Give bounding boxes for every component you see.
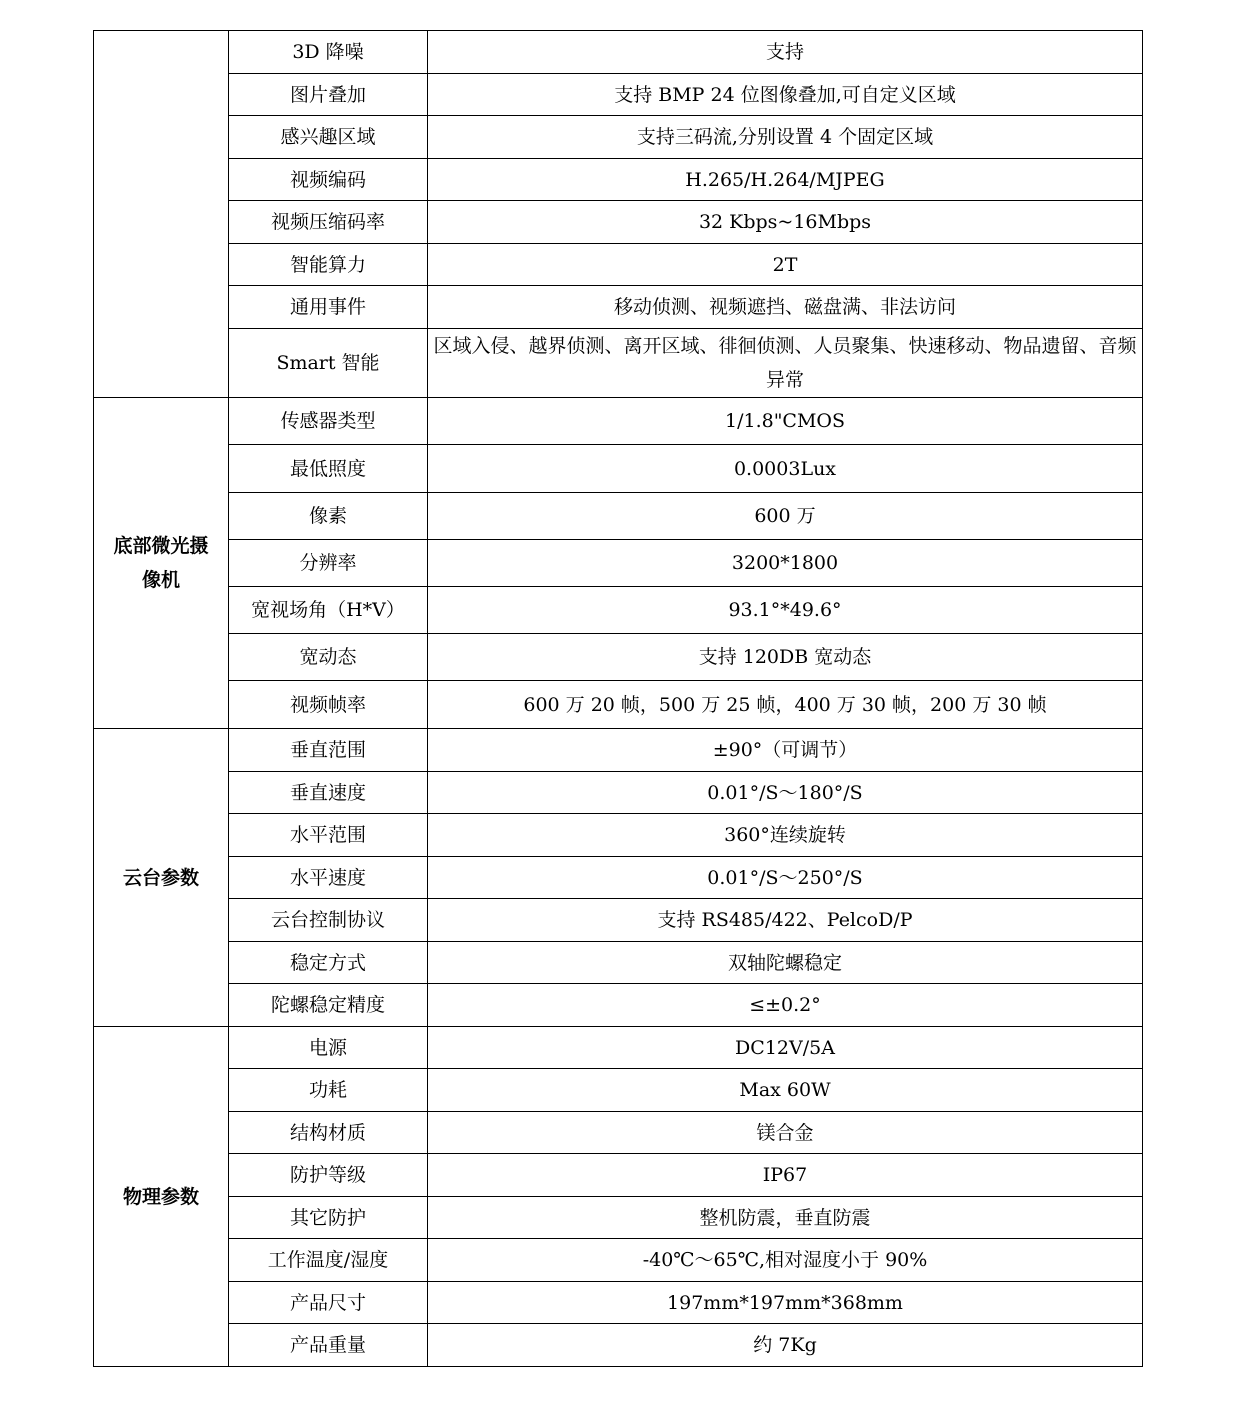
param-value-cell: 整机防震，垂直防震: [428, 1197, 1143, 1239]
table-row: [94, 445, 1143, 493]
param-name-cell: 水平范围: [229, 814, 428, 857]
table-row: [94, 31, 1143, 74]
param-value-cell: ≤±0.2°: [428, 984, 1143, 1027]
table-row: [94, 1069, 1143, 1112]
table-row: [94, 244, 1143, 286]
param-value-cell: H.265/H.264/MJPEG: [428, 159, 1143, 201]
param-name-cell: 产品重量: [229, 1324, 428, 1367]
table-row: [94, 587, 1143, 634]
table-row: [94, 1197, 1143, 1239]
param-name-cell: 感兴趣区域: [229, 116, 428, 159]
param-name-cell: 通用事件: [229, 286, 428, 329]
param-name-cell: 云台控制协议: [229, 899, 428, 942]
param-value-cell: 0.0003Lux: [428, 445, 1143, 493]
table-row: [94, 286, 1143, 329]
table-row: [94, 1324, 1143, 1367]
param-name-cell: 陀螺稳定精度: [229, 984, 428, 1027]
table-row: [94, 540, 1143, 587]
table-row: [94, 329, 1143, 398]
param-name-cell: 图片叠加: [229, 74, 428, 116]
table-row: [94, 681, 1143, 729]
param-name-cell: 结构材质: [229, 1112, 428, 1154]
param-name-cell: 工作温度/湿度: [229, 1239, 428, 1282]
param-name-cell: 电源: [229, 1027, 428, 1069]
param-name-cell: 视频压缩码率: [229, 201, 428, 244]
table-row: [94, 814, 1143, 857]
param-name-cell: 分辨率: [229, 540, 428, 587]
group-label: [94, 31, 229, 398]
param-value-cell: 双轴陀螺稳定: [428, 942, 1143, 984]
spec-table-body: [94, 31, 1143, 1367]
param-value-cell: 支持三码流,分别设置 4 个固定区域: [428, 116, 1143, 159]
param-name-cell: 垂直速度: [229, 772, 428, 814]
param-value-cell: Max 60W: [428, 1069, 1143, 1112]
spec-table: [93, 30, 1143, 1367]
param-value-cell: 支持: [428, 31, 1143, 74]
param-name-cell: 像素: [229, 493, 428, 540]
table-row: [94, 772, 1143, 814]
param-name-cell: 产品尺寸: [229, 1282, 428, 1324]
table-row: [94, 398, 1143, 445]
param-value-cell: DC12V/5A: [428, 1027, 1143, 1069]
param-value-cell: 0.01°/S～180°/S: [428, 772, 1143, 814]
param-value-cell: 0.01°/S～250°/S: [428, 857, 1143, 899]
table-row: [94, 899, 1143, 942]
param-value-cell: 600 万: [428, 493, 1143, 540]
param-name-cell: 垂直范围: [229, 729, 428, 772]
param-name-cell: 功耗: [229, 1069, 428, 1112]
table-row: [94, 729, 1143, 772]
param-name-cell: 宽动态: [229, 634, 428, 681]
param-value-cell: -40℃～65℃,相对湿度小于 90%: [428, 1239, 1143, 1282]
param-name-cell: 水平速度: [229, 857, 428, 899]
table-row: [94, 493, 1143, 540]
table-row: [94, 634, 1143, 681]
param-value-cell: 约 7Kg: [428, 1324, 1143, 1367]
param-name-cell: 智能算力: [229, 244, 428, 286]
table-row: [94, 857, 1143, 899]
param-name-cell: 其它防护: [229, 1197, 428, 1239]
param-value-cell: 支持 120DB 宽动态: [428, 634, 1143, 681]
param-name-cell: 宽视场角（H*V）: [229, 587, 428, 634]
param-value-cell: IP67: [428, 1154, 1143, 1197]
param-name-cell: 稳定方式: [229, 942, 428, 984]
param-value-cell: 360°连续旋转: [428, 814, 1143, 857]
param-value-cell: 支持 RS485/422、PelcoD/P: [428, 899, 1143, 942]
group-label: 物理参数: [94, 1027, 229, 1367]
param-name-cell: 3D 降噪: [229, 31, 428, 74]
table-row: [94, 942, 1143, 984]
param-value-cell: 2T: [428, 244, 1143, 286]
table-row: [94, 1027, 1143, 1069]
param-name-cell: 最低照度: [229, 445, 428, 493]
param-value-cell: 1/1.8"CMOS: [428, 398, 1143, 445]
table-row: [94, 116, 1143, 159]
param-name-cell: 视频编码: [229, 159, 428, 201]
table-row: [94, 984, 1143, 1027]
param-value-cell: 3200*1800: [428, 540, 1143, 587]
param-value-cell: 600 万 20 帧，500 万 25 帧，400 万 30 帧，200 万 30 帧: [428, 681, 1143, 729]
group-label: 底部微光摄像机: [94, 398, 229, 729]
table-row: [94, 74, 1143, 116]
table-row: [94, 1112, 1143, 1154]
param-value-cell: 93.1°*49.6°: [428, 587, 1143, 634]
table-row: [94, 1154, 1143, 1197]
param-value-cell: 镁合金: [428, 1112, 1143, 1154]
group-label: 云台参数: [94, 729, 229, 1027]
param-value-cell: 支持 BMP 24 位图像叠加,可自定义区域: [428, 74, 1143, 116]
param-name-cell: Smart 智能: [229, 329, 428, 398]
param-value-cell: ±90°（可调节）: [428, 729, 1143, 772]
table-row: [94, 201, 1143, 244]
param-value-cell: 32 Kbps~16Mbps: [428, 201, 1143, 244]
table-row: [94, 1282, 1143, 1324]
table-row: [94, 159, 1143, 201]
param-value-cell: 197mm*197mm*368mm: [428, 1282, 1143, 1324]
param-name-cell: 传感器类型: [229, 398, 428, 445]
param-name-cell: 防护等级: [229, 1154, 428, 1197]
param-value-cell: 移动侦测、视频遮挡、磁盘满、非法访问: [428, 286, 1143, 329]
param-value-cell: 区域入侵、越界侦测、离开区域、徘徊侦测、人员聚集、快速移动、物品遗留、音频异常: [428, 329, 1143, 398]
table-row: [94, 1239, 1143, 1282]
param-name-cell: 视频帧率: [229, 681, 428, 729]
